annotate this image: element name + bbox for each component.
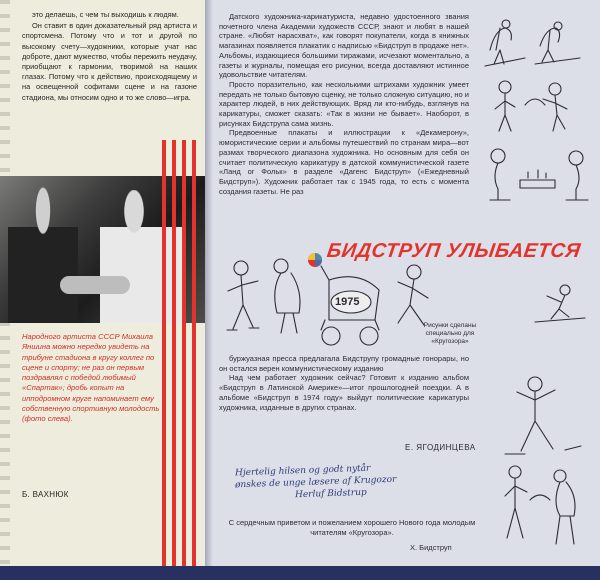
article-paragraph: Предвоенные плакаты и иллюстрации к «Декамерону», юмористические серии и альбомы путешествий по странам мира—вот размах творческого диапазона художника. Но основным для себя он считает политическую карикатуру в датской коммунистической газете «Ланд ог Фольк» в разделе «Дагенс Бидструп» («Ежедневный Бидструп»). Художник работает так с 1945 года, то есть с момента создания газеты. Не раз xyxy=(219,128,469,196)
handwriting-line: Hjertelig hilsen og godt nytår xyxy=(234,463,371,479)
greeting-signature: Х. Бидструп xyxy=(410,543,452,552)
article-column-bottom xyxy=(219,354,469,412)
photo-figure-elder xyxy=(8,186,78,323)
greeting-translation: С сердечным приветом и пожеланием хорошего Нового года молодым читателям «Кругозора». xyxy=(228,518,476,537)
drawing-caption: Рисунки сделаны специально для «Кругозора» xyxy=(423,322,477,345)
cartoon-men-top xyxy=(485,75,595,135)
left-paragraph: это делаешь, с чем ты выходишь к людям. xyxy=(32,10,179,19)
photo-handshake xyxy=(60,276,130,294)
cartoon-skier-mid xyxy=(515,280,595,325)
left-article-text xyxy=(22,10,197,104)
left-page xyxy=(0,0,205,580)
article-headline: БИДСТРУП УЛЫБАЕТСЯ xyxy=(325,240,583,262)
left-paragraph: Он ставит в один доказательный ряд артиста и спортсмена. Потому что и тот и другой по высокому счету—художники, которые учат нас доброте, дают мужество, чтобы пережить неудачу, приобщают к гармонии, творимой на наших глазах. Потому что к действию, происходящему и на освещенной софитами сцене и на газоне стадиона, мы относим одно и то же слово—игра. xyxy=(22,21,197,102)
article-paragraph: Просто поразительно, как несколькими штрихами художник умеет передать не только бытовую сценку, не только сложную ситуацию, но и характер людей, в них действующих. Вряд ли кто-нибудь, взглянув на карикатуры, сможет сказать: «Так в жизни не бывает». Наоборот, в рисунках Бидструпа сама жизнь. xyxy=(219,79,469,128)
handwritten-greeting xyxy=(235,463,485,499)
cartoon-skiers-top xyxy=(480,10,595,70)
photo-caption: Народного артиста СССР Михаила Яншина можно нередко увидеть на трибуне стадиона в кругу коллег по сцене и спорту; не раз он первым поздравлял с победой любимый «Спартак»; дробь копыт на ипподромном круге напоминает ему собственную спортивную молодость (фото слева). xyxy=(22,332,160,424)
handwriting-signature: Herluf Bidstrup xyxy=(294,487,367,501)
article-paragraph: Датского художника-карикатуриста, недавно удостоенного звания почетного члена Академии художеств СССР, знают и любят в нашей стране. «Любят нарасхват», как говорят покупатели, когда в книжных магазинах появляется плакатик с надписью «Бидструп в продаже нет». Альбомы, издающиеся большими тиражами, исчезают моментально, а газеты и журналы, помещая его рисунки, всегда доставляют истинное удовольствие читателям. xyxy=(219,12,469,80)
cartoon-chess-players xyxy=(480,140,595,210)
bottom-edge xyxy=(0,566,600,580)
year-badge: 1975 xyxy=(335,296,360,308)
cartoon-figures-bottom xyxy=(490,460,595,555)
page-gutter-shade xyxy=(205,0,213,580)
article-author: Е. ЯГОДИНЦЕВА xyxy=(405,443,476,452)
red-stripes xyxy=(160,140,205,580)
handwriting-line: ønskes de unge læsere af Krugozor xyxy=(234,474,397,491)
right-page xyxy=(205,0,600,580)
article-column-top xyxy=(219,12,469,196)
cartoon-dancer-bottom xyxy=(495,370,590,460)
caption-author: Б. ВАХНЮК xyxy=(22,490,69,499)
article-paragraph: Над чем работает художник сейчас? Готовит к изданию альбом «Бидструп в Латинской Америке»—итог прошлогодней поездки. А в альбоме «Бидструп в 1974 году» выйдут политические карикатуры художника, изданные в других странах. xyxy=(219,373,469,412)
cartoon-new-year-stroller xyxy=(219,250,444,355)
article-paragraph: буржуазная пресса предлагала Бидструпу громадные гонорары, но он остался верен коммунистическому изданию xyxy=(219,354,469,373)
